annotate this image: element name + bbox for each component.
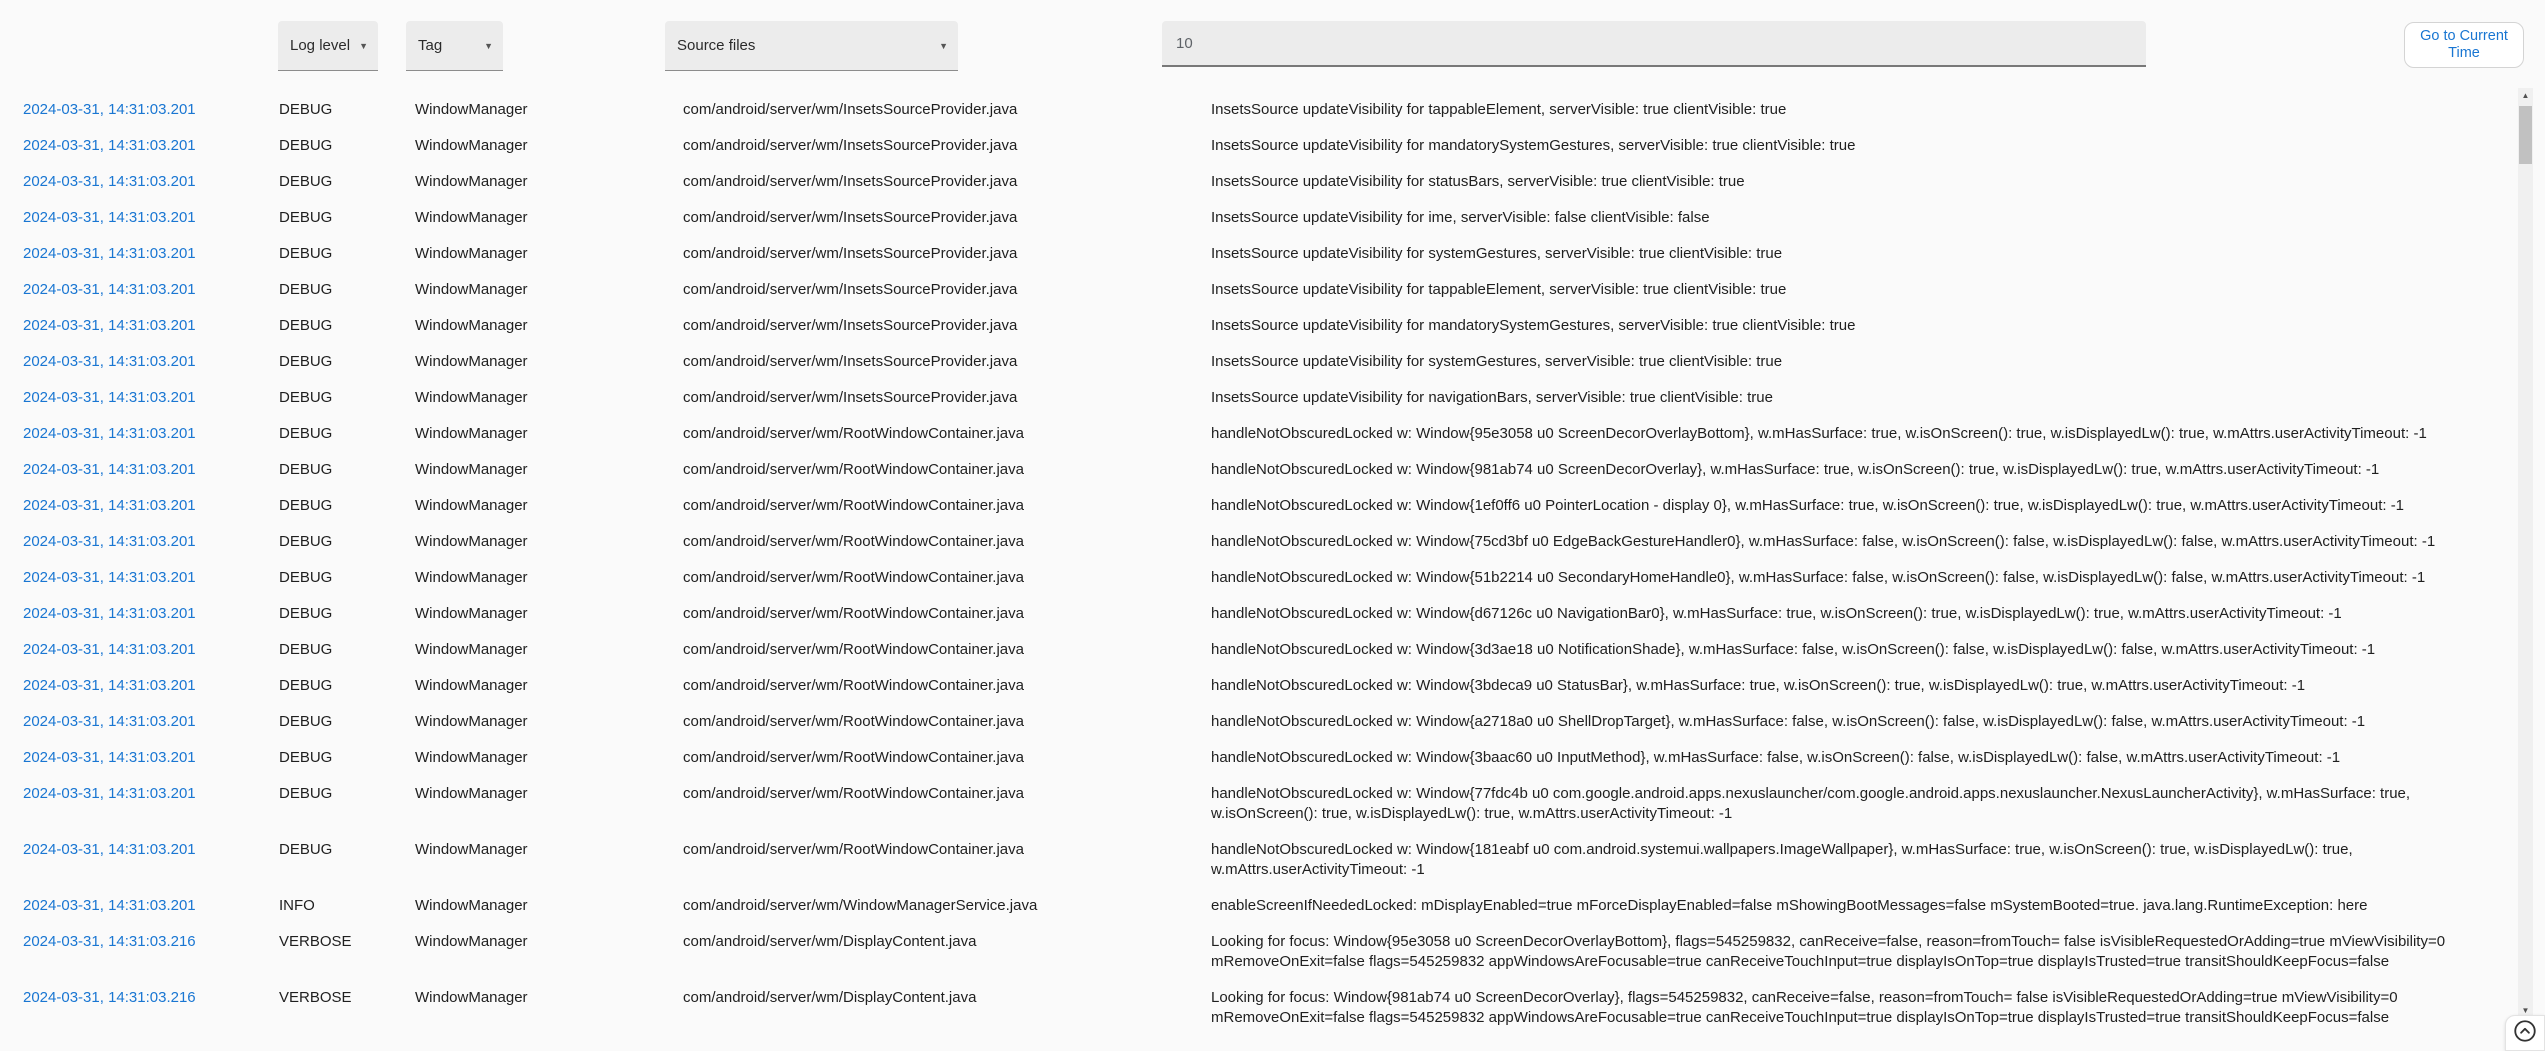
tag-cell: WindowManager [415, 605, 528, 622]
message-cell: handleNotObscuredLocked w: Window{3d3ae18 u0 NotificationShade}, w.mHasSurface: false, w.isOnScreen(): false, w.isDisplayedLw(): false, w.mAttrs.userActivityTimeout: -1 [1211, 641, 2376, 658]
message-cell: enableScreenIfNeededLocked: mDisplayEnabled=true mForceDisplayEnabled=false mShowingBootMessages=false mSystemBooted=true. java.lang.RuntimeException: here [1211, 897, 2368, 914]
source-file-cell: com/android/server/wm/RootWindowContainer.java [683, 425, 1024, 442]
log-level-cell: VERBOSE [279, 989, 352, 1006]
log-level-cell: DEBUG [279, 101, 333, 118]
log-level-cell: DEBUG [279, 533, 333, 550]
tag-cell: WindowManager [415, 713, 528, 730]
source-file-cell: com/android/server/wm/RootWindowContainer.java [683, 749, 1024, 766]
tag-select-label: Tag [418, 37, 443, 54]
timestamp-link[interactable]: 2024-03-31, 14:31:03.201 [23, 785, 196, 802]
timestamp-link[interactable]: 2024-03-31, 14:31:03.201 [23, 389, 196, 406]
timestamp-link[interactable]: 2024-03-31, 14:31:03.201 [23, 137, 196, 154]
log-level-cell: DEBUG [279, 641, 333, 658]
tag-cell: WindowManager [415, 461, 528, 478]
source-file-cell: com/android/server/wm/InsetsSourceProvider.java [683, 209, 1018, 226]
log-level-select-label: Log level [290, 37, 351, 54]
source-file-cell: com/android/server/wm/RootWindowContainer.java [683, 461, 1024, 478]
timestamp-link[interactable]: 2024-03-31, 14:31:03.201 [23, 209, 196, 226]
source-files-select-label: Source files [677, 37, 756, 54]
source-file-cell: com/android/server/wm/RootWindowContainer.java [683, 841, 1024, 858]
tag-cell: WindowManager [415, 101, 528, 118]
table-row[interactable] [0, 416, 2511, 452]
table-row[interactable] [0, 668, 2511, 704]
table-row[interactable] [0, 740, 2511, 776]
timestamp-link[interactable]: 2024-03-31, 14:31:03.201 [23, 897, 196, 914]
log-level-select[interactable] [278, 21, 378, 71]
tag-cell: WindowManager [415, 281, 528, 298]
message-cell: handleNotObscuredLocked w: Window{95e3058 u0 ScreenDecorOverlayBottom}, w.mHasSurface: true, w.isOnScreen(): true, w.isDisplayedLw(): true, w.mAttrs.userActivityTimeout: -1 [1211, 425, 2427, 442]
chevron-down-icon: ▼ [939, 40, 948, 51]
log-level-cell: DEBUG [279, 389, 333, 406]
scrollbar-thumb[interactable] [2519, 106, 2532, 164]
message-cell: InsetsSource updateVisibility for ime, serverVisible: false clientVisible: false [1211, 209, 1710, 226]
timestamp-link[interactable]: 2024-03-31, 14:31:03.201 [23, 641, 196, 658]
tag-cell: WindowManager [415, 137, 528, 154]
log-level-cell: DEBUG [279, 677, 333, 694]
log-level-cell: DEBUG [279, 317, 333, 334]
log-level-cell: DEBUG [279, 209, 333, 226]
log-level-cell: DEBUG [279, 353, 333, 370]
source-file-cell: com/android/server/wm/InsetsSourceProvider.java [683, 101, 1018, 118]
log-table-body [0, 92, 2511, 1036]
source-file-cell: com/android/server/wm/InsetsSourceProvider.java [683, 281, 1018, 298]
timestamp-link[interactable]: 2024-03-31, 14:31:03.216 [23, 933, 196, 950]
source-file-cell: com/android/server/wm/InsetsSourceProvider.java [683, 317, 1018, 334]
tag-cell: WindowManager [415, 841, 528, 858]
timestamp-link[interactable]: 2024-03-31, 14:31:03.201 [23, 749, 196, 766]
message-cell: handleNotObscuredLocked w: Window{1ef0ff6 u0 PointerLocation - display 0}, w.mHasSurface: true, w.isOnScreen(): true, w.isDisplayedLw(): true, w.mAttrs.userActivityTimeout: -1 [1211, 497, 2405, 514]
source-file-cell: com/android/server/wm/WindowManagerService.java [683, 897, 1038, 914]
table-row[interactable] [0, 832, 2511, 888]
log-level-cell: DEBUG [279, 749, 333, 766]
table-row[interactable] [0, 272, 2511, 308]
timestamp-link[interactable]: 2024-03-31, 14:31:03.201 [23, 353, 196, 370]
message-cell: handleNotObscuredLocked w: Window{d67126c u0 NavigationBar0}, w.mHasSurface: true, w.isOnScreen(): true, w.isDisplayedLw(): true, w.mAttrs.userActivityTimeout: -1 [1211, 605, 2342, 622]
timestamp-link[interactable]: 2024-03-31, 14:31:03.216 [23, 989, 196, 1006]
source-file-cell: com/android/server/wm/InsetsSourceProvider.java [683, 173, 1018, 190]
message-cell: Looking for focus: Window{981ab74 u0 ScreenDecorOverlay}, flags=545259832, canReceive=false, reason=fromTouch= false isVisibleRequestedOrAdding=true mViewVisibility=0 mRemoveOnExit=false flags=545259832 appWindowsAreFocusable=true canReceiveTouchInput=true displayIsOnTop=true displayIsTrusted=true transitShouldKeepFocus=false [1211, 989, 2398, 1026]
log-level-cell: DEBUG [279, 497, 333, 514]
vertical-scrollbar[interactable] [2518, 88, 2533, 1018]
source-file-cell: com/android/server/wm/InsetsSourceProvider.java [683, 353, 1018, 370]
log-level-cell: DEBUG [279, 569, 333, 586]
log-level-cell: DEBUG [279, 713, 333, 730]
tag-cell: WindowManager [415, 785, 528, 802]
table-row[interactable] [0, 524, 2511, 560]
table-row[interactable] [0, 308, 2511, 344]
tag-cell: WindowManager [415, 389, 528, 406]
timestamp-link[interactable]: 2024-03-31, 14:31:03.201 [23, 461, 196, 478]
log-level-cell: DEBUG [279, 245, 333, 262]
source-files-select[interactable] [665, 21, 958, 71]
chevron-down-icon: ▼ [359, 40, 368, 51]
message-cell: InsetsSource updateVisibility for navigationBars, serverVisible: true clientVisible: true [1211, 389, 1773, 406]
message-cell: handleNotObscuredLocked w: Window{51b2214 u0 SecondaryHomeHandle0}, w.mHasSurface: false, w.isOnScreen(): false, w.isDisplayedLw(): false, w.mAttrs.userActivityTimeout: -1 [1211, 569, 2426, 586]
scroll-up-icon[interactable]: ▲ [2521, 91, 2530, 100]
source-file-cell: com/android/server/wm/RootWindowContainer.java [683, 605, 1024, 622]
message-cell: Looking for focus: Window{95e3058 u0 ScreenDecorOverlayBottom}, flags=545259832, canReceive=false, reason=fromTouch= false isVisibleRequestedOrAdding=true mViewVisibility=0 mRemoveOnExit=false flags=545259832 appWindowsAreFocusable=true canReceiveTouchInput=true displayIsOnTop=true displayIsTrusted=true transitShouldKeepFocus=false [1211, 933, 2446, 970]
source-file-cell: com/android/server/wm/RootWindowContainer.java [683, 569, 1024, 586]
tag-cell: WindowManager [415, 245, 528, 262]
source-file-cell: com/android/server/wm/DisplayContent.java [683, 989, 977, 1006]
message-cell: handleNotObscuredLocked w: Window{181eabf u0 com.android.systemui.wallpapers.ImageWallpaper}, w.mHasSurface: true, w.isOnScreen(): true, w.isDisplayedLw(): true, w.mAttrs.userActivityTimeout: -1 [1211, 841, 2353, 878]
table-row[interactable] [0, 236, 2511, 272]
collapse-panel-button[interactable] [2505, 1015, 2545, 1051]
log-level-cell: DEBUG [279, 281, 333, 298]
message-cell: handleNotObscuredLocked w: Window{75cd3bf u0 EdgeBackGestureHandler0}, w.mHasSurface: false, w.isOnScreen(): false, w.isDisplayedLw(): false, w.mAttrs.userActivityTimeout: -1 [1211, 533, 2436, 550]
table-row[interactable] [0, 344, 2511, 380]
message-cell: InsetsSource updateVisibility for tappableElement, serverVisible: true clientVisible: true [1211, 281, 1787, 298]
timestamp-link[interactable]: 2024-03-31, 14:31:03.201 [23, 605, 196, 622]
timestamp-link[interactable]: 2024-03-31, 14:31:03.201 [23, 245, 196, 262]
message-cell: handleNotObscuredLocked w: Window{3bdeca9 u0 StatusBar}, w.mHasSurface: true, w.isOnScreen(): true, w.isDisplayedLw(): true, w.mAttrs.userActivityTimeout: -1 [1211, 677, 2306, 694]
tag-cell: WindowManager [415, 989, 528, 1006]
timestamp-link[interactable]: 2024-03-31, 14:31:03.201 [23, 677, 196, 694]
tag-cell: WindowManager [415, 533, 528, 550]
tag-cell: WindowManager [415, 897, 528, 914]
source-file-cell: com/android/server/wm/InsetsSourceProvider.java [683, 245, 1018, 262]
log-level-cell: DEBUG [279, 785, 333, 802]
table-row[interactable] [0, 128, 2511, 164]
table-row[interactable] [0, 200, 2511, 236]
tag-cell: WindowManager [415, 317, 528, 334]
source-file-cell: com/android/server/wm/RootWindowContainer.java [683, 785, 1024, 802]
table-row[interactable] [0, 596, 2511, 632]
tag-cell: WindowManager [415, 749, 528, 766]
scroll-down-icon[interactable]: ▼ [2521, 1006, 2530, 1015]
timestamp-link[interactable]: 2024-03-31, 14:31:03.201 [23, 533, 196, 550]
table-row[interactable] [0, 776, 2511, 832]
table-row[interactable] [0, 164, 2511, 200]
log-level-cell: DEBUG [279, 173, 333, 190]
message-cell: InsetsSource updateVisibility for mandatorySystemGestures, serverVisible: true clientVisible: true [1211, 137, 1856, 154]
chevron-down-icon: ▼ [484, 40, 493, 51]
timestamp-link[interactable]: 2024-03-31, 14:31:03.201 [23, 497, 196, 514]
table-row[interactable] [0, 888, 2511, 924]
message-cell: InsetsSource updateVisibility for tappableElement, serverVisible: true clientVisible: true [1211, 101, 1787, 118]
timestamp-link[interactable]: 2024-03-31, 14:31:03.201 [23, 713, 196, 730]
timestamp-link[interactable]: 2024-03-31, 14:31:03.201 [23, 101, 196, 118]
tag-cell: WindowManager [415, 425, 528, 442]
source-file-cell: com/android/server/wm/RootWindowContainer.java [683, 677, 1024, 694]
table-row[interactable] [0, 380, 2511, 416]
timestamp-link[interactable]: 2024-03-31, 14:31:03.201 [23, 569, 196, 586]
table-row[interactable] [0, 452, 2511, 488]
timestamp-link[interactable]: 2024-03-31, 14:31:03.201 [23, 317, 196, 334]
table-row[interactable] [0, 488, 2511, 524]
log-level-cell: VERBOSE [279, 933, 352, 950]
source-file-cell: com/android/server/wm/DisplayContent.java [683, 933, 977, 950]
source-file-cell: com/android/server/wm/RootWindowContainer.java [683, 641, 1024, 658]
tag-cell: WindowManager [415, 497, 528, 514]
tag-cell: WindowManager [415, 173, 528, 190]
source-file-cell: com/android/server/wm/InsetsSourceProvider.java [683, 389, 1018, 406]
log-level-cell: DEBUG [279, 425, 333, 442]
filter-bar [0, 0, 2545, 88]
message-cell: handleNotObscuredLocked w: Window{3baac60 u0 InputMethod}, w.mHasSurface: false, w.isOnScreen(): false, w.isDisplayedLw(): false, w.mAttrs.userActivityTimeout: -1 [1211, 749, 2341, 766]
timestamp-link[interactable]: 2024-03-31, 14:31:03.201 [23, 281, 196, 298]
message-cell: InsetsSource updateVisibility for mandatorySystemGestures, serverVisible: true clientVisible: true [1211, 317, 1856, 334]
message-cell: InsetsSource updateVisibility for systemGestures, serverVisible: true clientVisible: true [1211, 245, 1783, 262]
timestamp-link[interactable]: 2024-03-31, 14:31:03.201 [23, 173, 196, 190]
tag-cell: WindowManager [415, 677, 528, 694]
tag-cell: WindowManager [415, 569, 528, 586]
log-level-cell: DEBUG [279, 605, 333, 622]
circled-chevron-up-icon [2512, 1018, 2538, 1049]
timestamp-filter-input[interactable] [1162, 21, 2146, 67]
table-row[interactable] [0, 632, 2511, 668]
tag-select[interactable] [406, 21, 503, 71]
source-file-cell: com/android/server/wm/RootWindowContainer.java [683, 497, 1024, 514]
log-level-cell: DEBUG [279, 137, 333, 154]
message-cell: InsetsSource updateVisibility for statusBars, serverVisible: true clientVisible: true [1211, 173, 1745, 190]
tag-cell: WindowManager [415, 209, 528, 226]
message-cell: handleNotObscuredLocked w: Window{77fdc4b u0 com.google.android.apps.nexuslauncher/com.google.android.apps.nexuslauncher.NexusLauncherActivity}, w.mHasSurface: true, w.isOnScreen(): true, w.isDisplayedLw(): true, w.mAttrs.userActivityTimeout: -1 [1211, 785, 2411, 822]
tag-cell: WindowManager [415, 641, 528, 658]
log-level-cell: DEBUG [279, 461, 333, 478]
timestamp-link[interactable]: 2024-03-31, 14:31:03.201 [23, 425, 196, 442]
message-cell: InsetsSource updateVisibility for systemGestures, serverVisible: true clientVisible: true [1211, 353, 1783, 370]
source-file-cell: com/android/server/wm/RootWindowContainer.java [683, 713, 1024, 730]
table-row[interactable] [0, 980, 2511, 1036]
table-row[interactable] [0, 924, 2511, 980]
table-row[interactable] [0, 92, 2511, 128]
log-level-cell: INFO [279, 897, 315, 914]
source-file-cell: com/android/server/wm/RootWindowContainer.java [683, 533, 1024, 550]
tag-cell: WindowManager [415, 933, 528, 950]
message-cell: handleNotObscuredLocked w: Window{981ab74 u0 ScreenDecorOverlay}, w.mHasSurface: true, w.isOnScreen(): true, w.isDisplayedLw(): true, w.mAttrs.userActivityTimeout: -1 [1211, 461, 2380, 478]
go-to-current-time-button[interactable]: Go to Current Time [2404, 22, 2524, 68]
table-row[interactable] [0, 704, 2511, 740]
source-file-cell: com/android/server/wm/InsetsSourceProvider.java [683, 137, 1018, 154]
log-level-cell: DEBUG [279, 841, 333, 858]
message-cell: handleNotObscuredLocked w: Window{a2718a0 u0 ShellDropTarget}, w.mHasSurface: false, w.isOnScreen(): false, w.isDisplayedLw(): false, w.mAttrs.userActivityTimeout: -1 [1211, 713, 2366, 730]
timestamp-link[interactable]: 2024-03-31, 14:31:03.201 [23, 841, 196, 858]
tag-cell: WindowManager [415, 353, 528, 370]
table-row[interactable] [0, 560, 2511, 596]
